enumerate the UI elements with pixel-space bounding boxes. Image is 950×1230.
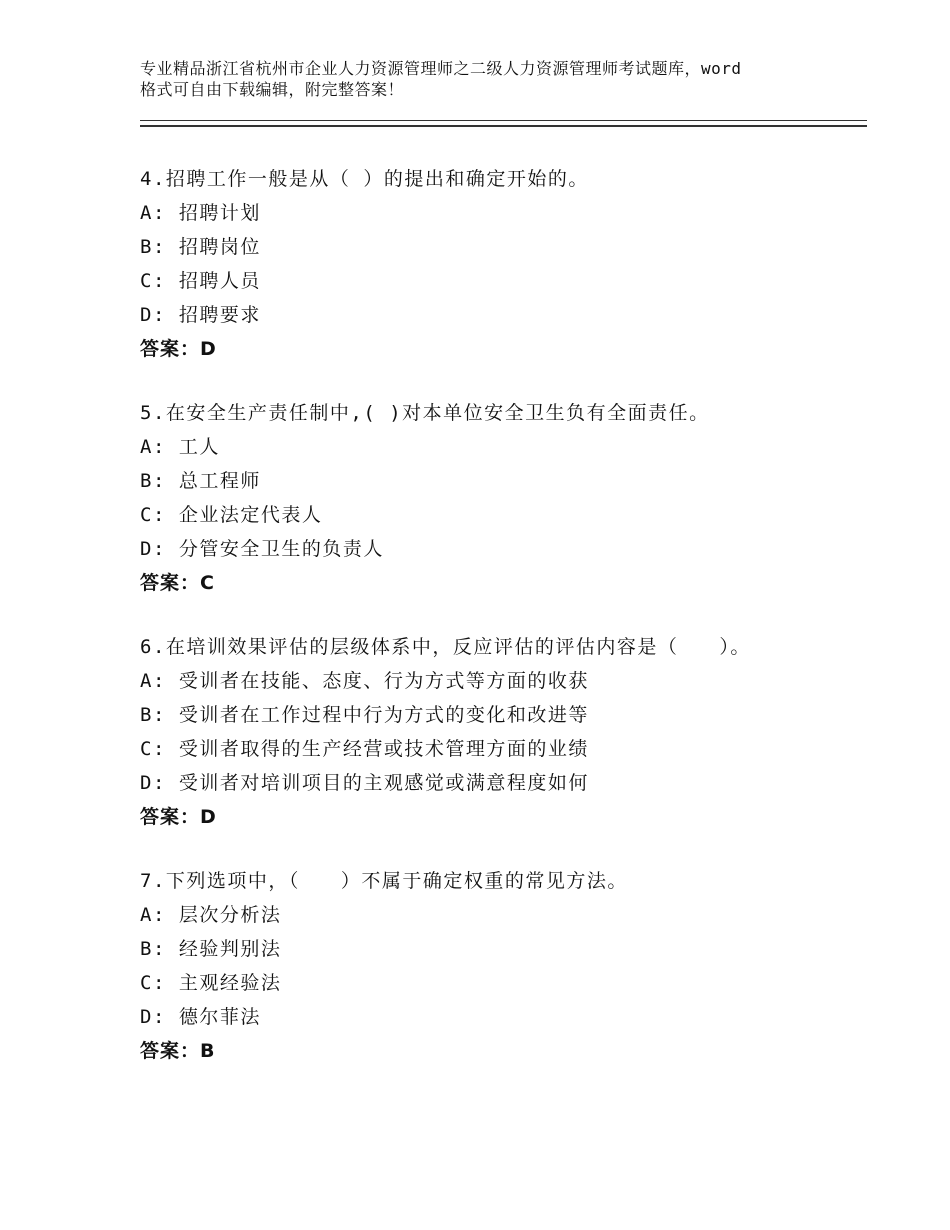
answer-label: 答案：D [140, 338, 217, 360]
question-item [140, 162, 860, 366]
option-c: C: 招聘人员 [140, 270, 261, 292]
option-d: D: 受训者对培训项目的主观感觉或满意程度如何 [140, 772, 589, 794]
option-a: A: 受训者在技能、态度、行为方式等方面的收获 [140, 670, 589, 692]
header-divider [140, 120, 867, 127]
option-c: C: 企业法定代表人 [140, 504, 323, 526]
answer-label: 答案：B [140, 1040, 216, 1062]
question-item [140, 864, 860, 1068]
option-a: A: 招聘计划 [140, 202, 261, 224]
answer-label: 答案：D [140, 806, 217, 828]
option-d: D: 招聘要求 [140, 304, 261, 326]
question-stem: 4.招聘工作一般是从（ ）的提出和确定开始的。 [140, 168, 589, 190]
option-d: D: 德尔菲法 [140, 1006, 261, 1028]
question-stem: 6.在培训效果评估的层级体系中，反应评估的评估内容是（ ）。 [140, 636, 751, 658]
question-list [140, 162, 860, 1098]
document-header [140, 58, 840, 100]
header-title-line-1: 专业精品浙江省杭州市企业人力资源管理师之二级人力资源管理师考试题库，word [140, 59, 742, 78]
question-stem: 7.下列选项中，（ ）不属于确定权重的常见方法。 [140, 870, 628, 892]
option-b: B: 总工程师 [140, 470, 261, 492]
option-b: B: 经验判别法 [140, 938, 282, 960]
question-stem: 5.在安全生产责任制中,( )对本单位安全卫生负有全面责任。 [140, 402, 710, 424]
option-b: B: 招聘岗位 [140, 236, 261, 258]
option-a: A: 层次分析法 [140, 904, 282, 926]
option-c: C: 受训者取得的生产经营或技术管理方面的业绩 [140, 738, 589, 760]
option-a: A: 工人 [140, 436, 220, 458]
option-d: D: 分管安全卫生的负责人 [140, 538, 384, 560]
header-title-line-2: 格式可自由下载编辑，附完整答案！ [140, 80, 405, 99]
question-item [140, 396, 860, 600]
answer-label: 答案：C [140, 572, 215, 594]
option-c: C: 主观经验法 [140, 972, 282, 994]
option-b: B: 受训者在工作过程中行为方式的变化和改进等 [140, 704, 589, 726]
question-item [140, 630, 860, 834]
